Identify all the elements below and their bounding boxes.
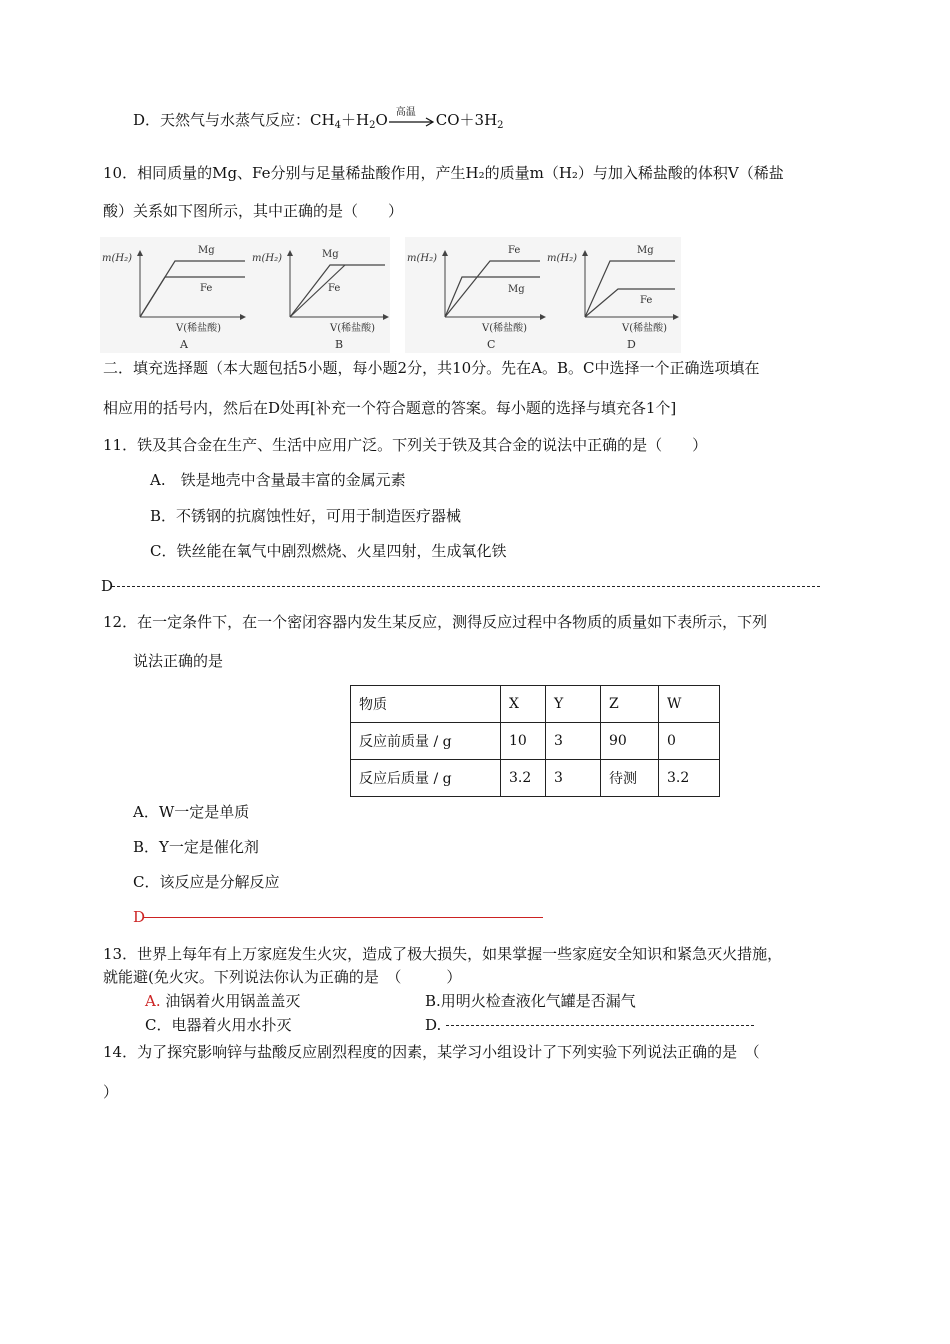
x-label: V(稀盐酸) bbox=[622, 323, 668, 334]
q10-stem-line1: 10．相同质量的Mg、Fe分别与足量稀盐酸作用，产生H₂的质量m（H₂）与加入稀盐酸的体积V（稀盐 bbox=[103, 164, 784, 182]
table-cell: Y bbox=[546, 686, 601, 723]
curve-mg bbox=[140, 261, 245, 317]
reaction-condition: 高温 bbox=[395, 107, 416, 118]
table-cell: 10 bbox=[501, 723, 546, 760]
q14-stem-line1: 14．为了探究影响锌与盐酸反应剧烈程度的因素，某学习小组设计了下列实验下列说法正确的是 （ bbox=[103, 1043, 760, 1061]
q9-d-text: CO＋3H bbox=[435, 111, 498, 129]
curve-mg bbox=[445, 277, 540, 317]
mg-label: Mg bbox=[508, 284, 525, 295]
q9-option-d bbox=[133, 107, 504, 136]
table-cell: 3 bbox=[546, 760, 601, 797]
table-cell: 物质 bbox=[351, 686, 501, 723]
reaction-arrow bbox=[388, 107, 436, 131]
subscript: 2 bbox=[369, 120, 376, 131]
answer-blank-line bbox=[144, 917, 543, 918]
table-cell: 待测 bbox=[601, 760, 659, 797]
x-label: V(稀盐酸) bbox=[330, 323, 376, 334]
x-label: V(稀盐酸) bbox=[482, 323, 528, 334]
curve-fe bbox=[585, 289, 675, 317]
q9-d-text: ＋H bbox=[340, 111, 370, 129]
option-text: 油锅着火用锅盖盖灭 bbox=[165, 992, 301, 1010]
graph-a bbox=[102, 245, 245, 351]
mg-label: Mg bbox=[322, 249, 339, 260]
q13-option-a bbox=[145, 991, 300, 1011]
fe-label: Fe bbox=[200, 283, 213, 294]
section2-line2: 相应用的括号内，然后在D处再[补充一个符合题意的答案。每小题的选择与填充各1个] bbox=[103, 399, 677, 417]
q11-option-c: C．铁丝能在氧气中剧烈燃烧、火星四射，生成氧化铁 bbox=[150, 542, 507, 560]
graph-b bbox=[252, 249, 388, 351]
q13-option-c: C．电器着火用水扑灭 bbox=[145, 1016, 292, 1034]
q12-option-b: B．Y一定是催化剂 bbox=[133, 838, 259, 856]
q12-stem-line2: 说法正确的是 bbox=[133, 652, 224, 670]
answer-blank-line bbox=[446, 1025, 754, 1026]
table-cell: 反应前质量 / g bbox=[351, 723, 501, 760]
q11-option-b: B．不锈钢的抗腐蚀性好，可用于制造医疗器械 bbox=[150, 507, 462, 525]
mg-label: Mg bbox=[637, 245, 654, 256]
subscript: 2 bbox=[497, 120, 504, 131]
graph-d bbox=[547, 245, 678, 351]
option-letter: A. bbox=[145, 992, 161, 1010]
table-cell: 反应后质量 / g bbox=[351, 760, 501, 797]
q10-stem-line2: 酸）关系如下图所示，其中正确的是（ ） bbox=[103, 202, 404, 220]
q9-d-text: D．天然气与水蒸气反应：CH bbox=[133, 111, 335, 129]
q14-stem-line2: ） bbox=[103, 1083, 119, 1101]
q11-stem: 11．铁及其合金在生产、生活中应用广泛。下列关于铁及其合金的说法中正确的是（ ） bbox=[103, 436, 708, 454]
q13-stem-line1: 13．世界上每年有上万家庭发生火灾，造成了极大损失，如果掌握一些家庭安全知识和紧急灭火措施， bbox=[103, 945, 783, 963]
q10-graphs bbox=[100, 237, 681, 357]
table-cell: 3.2 bbox=[659, 760, 720, 797]
table-row bbox=[351, 723, 720, 760]
table-cell: 90 bbox=[601, 723, 659, 760]
section2-line1: 二．填充选择题（本大题包括5小题，每小题2分，共10分。先在A。B。C中选择一个正确选项填在 bbox=[103, 359, 760, 377]
q13-stem-line2: 就能避(免火灾。下列说法你认为正确的是 （ ） bbox=[103, 968, 462, 986]
curve-fe bbox=[445, 261, 540, 317]
q11-option-a: A. 铁是地壳中含量最丰富的金属元素 bbox=[150, 471, 406, 489]
fe-label: Fe bbox=[508, 245, 521, 256]
q12-option-a: A．W一定是单质 bbox=[133, 803, 250, 821]
y-label: m(H₂) bbox=[407, 253, 438, 264]
arrow-icon bbox=[388, 111, 436, 131]
graph-c bbox=[407, 245, 545, 351]
table-header-row bbox=[351, 686, 720, 723]
table-cell: 3 bbox=[546, 723, 601, 760]
graph-letter: A bbox=[180, 338, 188, 351]
graph-letter: B bbox=[335, 338, 344, 351]
q11-option-d: D bbox=[101, 577, 114, 595]
subscript: 4 bbox=[334, 120, 341, 131]
graph-letter: D bbox=[627, 338, 636, 351]
graph-letter: C bbox=[487, 338, 496, 351]
q12-mass-table bbox=[350, 685, 720, 797]
table-cell: 0 bbox=[659, 723, 720, 760]
table-cell: X bbox=[501, 686, 546, 723]
q12-option-c: C．该反应是分解反应 bbox=[133, 873, 280, 891]
fe-label: Fe bbox=[328, 283, 341, 294]
q13-option-d: D. bbox=[425, 1016, 442, 1034]
q12-stem-line1: 12．在一定条件下，在一个密闭容器内发生某反应，测得反应过程中各物质的质量如下表所示，下列 bbox=[103, 613, 768, 631]
q12-option-d: D bbox=[133, 908, 146, 926]
y-label: m(H₂) bbox=[102, 253, 133, 264]
table-cell: 3.2 bbox=[501, 760, 546, 797]
curve-fe bbox=[140, 277, 245, 317]
mg-label: Mg bbox=[198, 245, 215, 256]
table-cell: Z bbox=[601, 686, 659, 723]
table-cell: W bbox=[659, 686, 720, 723]
q13-option-b: B.用明火检查液化气罐是否漏气 bbox=[425, 992, 636, 1010]
y-label: m(H₂) bbox=[252, 253, 283, 264]
table-row bbox=[351, 760, 720, 797]
x-label: V(稀盐酸) bbox=[176, 323, 222, 334]
fe-label: Fe bbox=[640, 295, 653, 306]
y-label: m(H₂) bbox=[547, 253, 578, 264]
q9-d-text: O bbox=[375, 111, 388, 129]
answer-blank-line bbox=[112, 586, 820, 587]
